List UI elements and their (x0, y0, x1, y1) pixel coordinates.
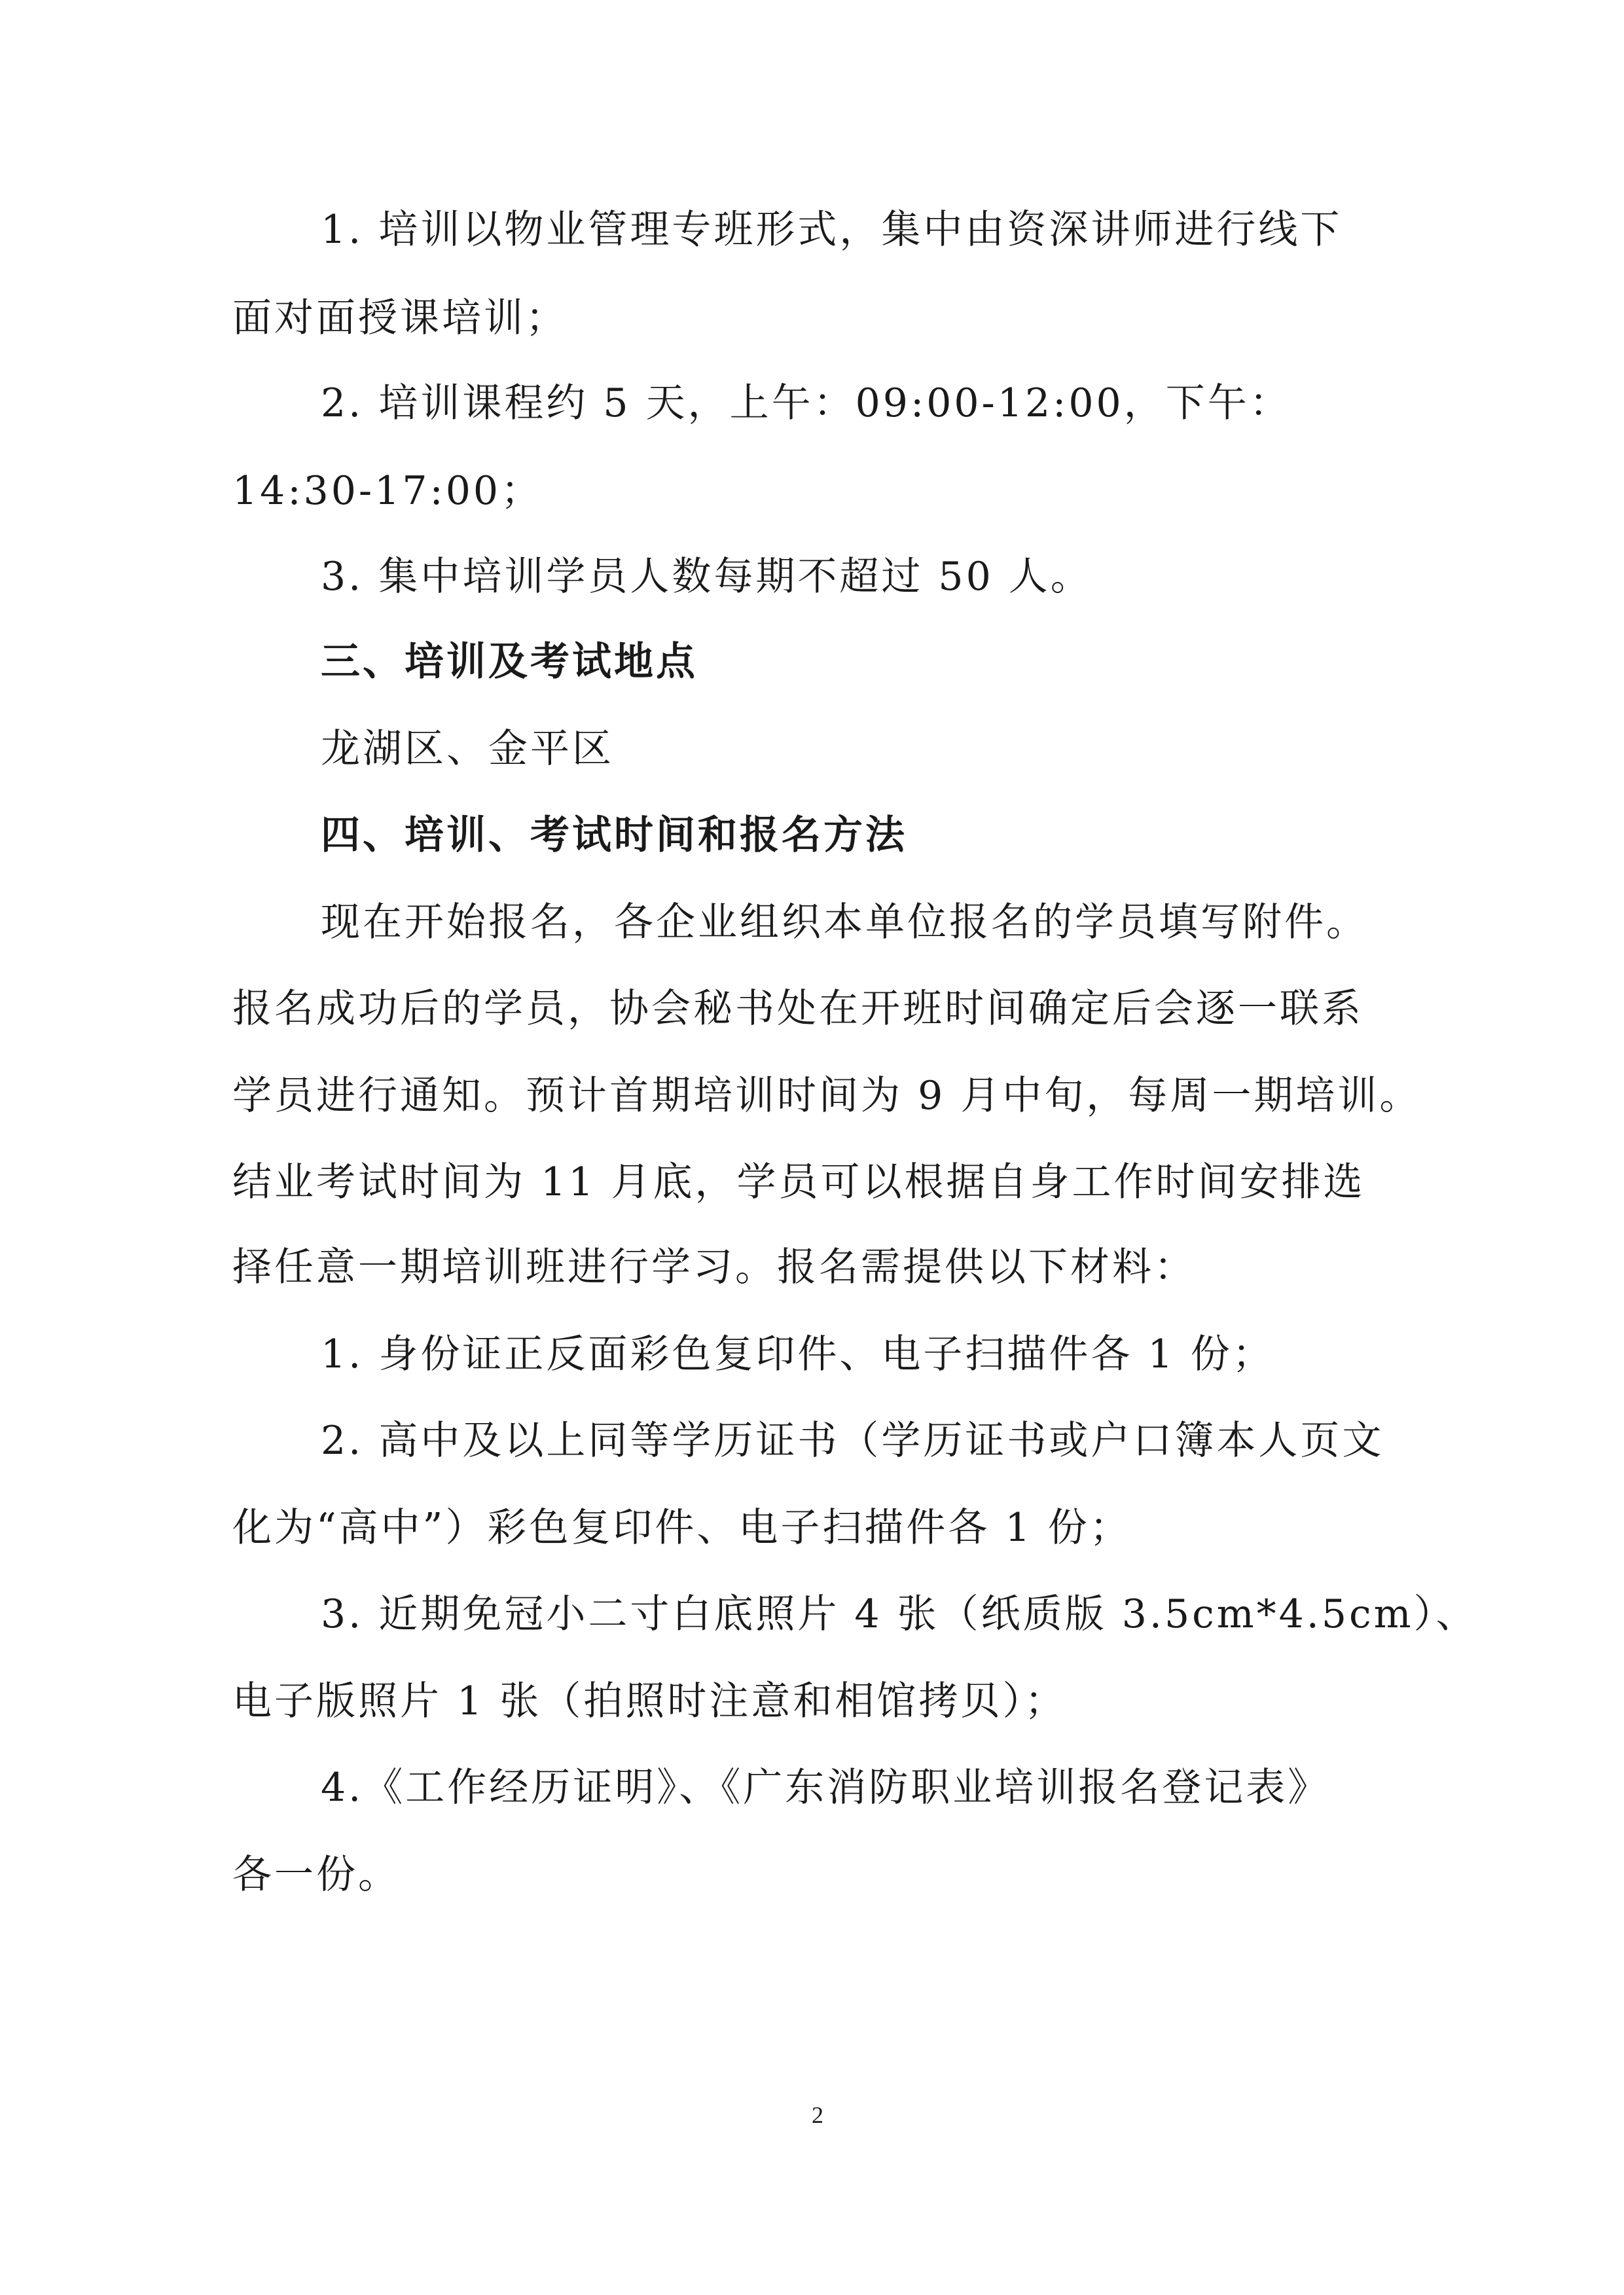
paragraph-line-14: 1. 身份证正反面彩色复印件、电子扫描件各 1 份； (321, 1331, 1274, 1377)
paragraph-line-11: 学员进行通知。预计首期培训时间为 9 月中旬，每周一期培训。 (232, 1073, 1422, 1119)
paragraph-line-7: 龙湖区、金平区 (321, 726, 614, 772)
section-heading-4: 四、培训、考试时间和报名方法 (321, 812, 907, 858)
paragraph-line-18: 电子版照片 1 张（拍照时注意和相馆拷贝）； (232, 1678, 1067, 1724)
paragraph-line-19: 4.《工作经历证明》、《广东消防职业培训报名登记表》 (321, 1765, 1330, 1811)
paragraph-line-15: 2. 高中及以上同等学历证书（学历证书或户口簿本人页文 (321, 1418, 1384, 1464)
paragraph-line-9: 现在开始报名，各企业组织本单位报名的学员填写附件。 (321, 899, 1368, 945)
paragraph-line-13: 择任意一期培训班进行学习。报名需提供以下材料： (232, 1244, 1196, 1290)
paragraph-line-12: 结业考试时间为 11 月底，学员可以根据自身工作时间安排选 (232, 1159, 1365, 1205)
section-heading-3: 三、培训及考试地点 (321, 639, 698, 685)
paragraph-line-3: 2. 培训课程约 5 天，上午：09:00-12:00，下午： (321, 380, 1291, 426)
page-number: 2 (812, 2102, 823, 2128)
paragraph-line-10: 报名成功后的学员，协会秘书处在开班时间确定后会逐一联系 (232, 986, 1363, 1032)
paragraph-line-20: 各一份。 (232, 1852, 400, 1898)
paragraph-line-5: 3. 集中培训学员人数每期不超过 50 人。 (321, 554, 1092, 600)
paragraph-line-17: 3. 近期免冠小二寸白底照片 4 张（纸质版 3.5cm*4.5cm）、 (321, 1591, 1478, 1637)
paragraph-line-2: 面对面授课培训； (232, 295, 568, 341)
paragraph-line-16: 化为“高中”）彩色复印件、电子扫描件各 1 份； (232, 1505, 1132, 1551)
paragraph-line-1: 1. 培训以物业管理专班形式，集中由资深讲师进行线下 (321, 207, 1343, 253)
paragraph-line-4: 14:30-17:00； (232, 468, 543, 514)
